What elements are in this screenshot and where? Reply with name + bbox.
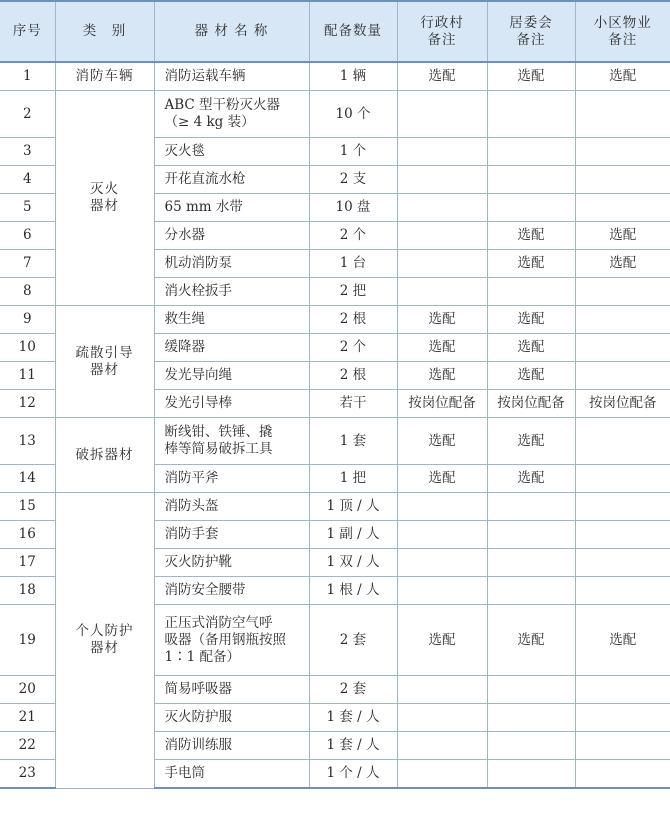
village-note xyxy=(397,549,487,577)
quantity: 1 个 / 人 xyxy=(309,760,397,789)
quantity: 1 根 / 人 xyxy=(309,577,397,605)
equipment-name: 救生绳 xyxy=(154,306,309,334)
row-number: 12 xyxy=(0,390,55,418)
header-category: 类 别 xyxy=(55,1,154,62)
row-number: 20 xyxy=(0,676,55,704)
row-number: 17 xyxy=(0,549,55,577)
quantity: 1 辆 xyxy=(309,62,397,91)
committee-note: 选配 xyxy=(487,62,575,91)
quantity: 1 副 / 人 xyxy=(309,521,397,549)
village-note: 选配 xyxy=(397,362,487,390)
property-note: 选配 xyxy=(575,250,670,278)
equipment-name: 机动消防泵 xyxy=(154,250,309,278)
row-number: 7 xyxy=(0,250,55,278)
village-note xyxy=(397,577,487,605)
quantity: 2 根 xyxy=(309,362,397,390)
row-number: 9 xyxy=(0,306,55,334)
quantity: 2 套 xyxy=(309,605,397,676)
committee-note xyxy=(487,91,575,138)
quantity: 1 套 xyxy=(309,418,397,465)
quantity: 2 套 xyxy=(309,676,397,704)
village-note xyxy=(397,493,487,521)
header-village-note: 行政村 备注 xyxy=(397,1,487,62)
village-note: 按岗位配备 xyxy=(397,390,487,418)
quantity: 10 盘 xyxy=(309,194,397,222)
property-note xyxy=(575,760,670,789)
village-note xyxy=(397,138,487,166)
property-note xyxy=(575,418,670,465)
equipment-name: 发光导向绳 xyxy=(154,362,309,390)
equipment-name: 灭火防护服 xyxy=(154,704,309,732)
row-number: 13 xyxy=(0,418,55,465)
quantity: 1 把 xyxy=(309,465,397,493)
property-note: 按岗位配备 xyxy=(575,390,670,418)
quantity: 1 个 xyxy=(309,138,397,166)
quantity: 2 个 xyxy=(309,222,397,250)
row-number: 11 xyxy=(0,362,55,390)
quantity: 2 把 xyxy=(309,278,397,306)
quantity: 1 套 / 人 xyxy=(309,732,397,760)
row-number: 10 xyxy=(0,334,55,362)
equipment-name: 消防训练服 xyxy=(154,732,309,760)
village-note: 选配 xyxy=(397,418,487,465)
village-note: 选配 xyxy=(397,306,487,334)
table-row xyxy=(0,493,670,521)
header-committee-note: 居委会 备注 xyxy=(487,1,575,62)
table-row xyxy=(0,91,670,138)
property-note xyxy=(575,676,670,704)
village-note xyxy=(397,676,487,704)
quantity: 1 顶 / 人 xyxy=(309,493,397,521)
property-note xyxy=(575,732,670,760)
property-note xyxy=(575,306,670,334)
row-number: 1 xyxy=(0,62,55,91)
committee-note xyxy=(487,732,575,760)
property-note xyxy=(575,549,670,577)
category-extinguish: 灭火 器材 xyxy=(55,91,154,306)
property-note xyxy=(575,465,670,493)
row-number: 8 xyxy=(0,278,55,306)
category-evacuation: 疏散引导 器材 xyxy=(55,306,154,418)
equipment-name: 正压式消防空气呼 吸器（备用钢瓶按照 1∶1 配备） xyxy=(154,605,309,676)
category-personal: 个人防护 器材 xyxy=(55,493,154,789)
village-note xyxy=(397,521,487,549)
equipment-name: 灭火防护靴 xyxy=(154,549,309,577)
row-number: 16 xyxy=(0,521,55,549)
table-row xyxy=(0,62,670,91)
equipment-name: 手电筒 xyxy=(154,760,309,789)
quantity: 2 支 xyxy=(309,166,397,194)
equipment-name: 65 mm 水带 xyxy=(154,194,309,222)
equipment-name: 消火栓扳手 xyxy=(154,278,309,306)
equipment-name: 简易呼吸器 xyxy=(154,676,309,704)
committee-note xyxy=(487,549,575,577)
row-number: 6 xyxy=(0,222,55,250)
committee-note xyxy=(487,493,575,521)
row-number: 3 xyxy=(0,138,55,166)
village-note: 选配 xyxy=(397,465,487,493)
table-row xyxy=(0,306,670,334)
property-note xyxy=(575,521,670,549)
village-note: 选配 xyxy=(397,334,487,362)
committee-note xyxy=(487,704,575,732)
header-property-note: 小区物业 备注 xyxy=(575,1,670,62)
equipment-name: ABC 型干粉灭火器 （≥ 4 kg 装） xyxy=(154,91,309,138)
row-number: 5 xyxy=(0,194,55,222)
header-quantity: 配备数量 xyxy=(309,1,397,62)
property-note: 选配 xyxy=(575,222,670,250)
equipment-name: 断线钳、铁锤、撬 棒等简易破拆工具 xyxy=(154,418,309,465)
committee-note xyxy=(487,577,575,605)
equipment-name: 灭火毯 xyxy=(154,138,309,166)
table-row xyxy=(0,418,670,465)
village-note xyxy=(397,166,487,194)
committee-note: 按岗位配备 xyxy=(487,390,575,418)
row-number: 4 xyxy=(0,166,55,194)
property-note: 选配 xyxy=(575,605,670,676)
equipment-name: 消防平斧 xyxy=(154,465,309,493)
row-number: 23 xyxy=(0,760,55,789)
row-number: 21 xyxy=(0,704,55,732)
committee-note: 选配 xyxy=(487,605,575,676)
equipment-name: 消防手套 xyxy=(154,521,309,549)
committee-note: 选配 xyxy=(487,465,575,493)
property-note xyxy=(575,278,670,306)
equipment-name: 缓降器 xyxy=(154,334,309,362)
row-number: 19 xyxy=(0,605,55,676)
committee-note: 选配 xyxy=(487,306,575,334)
village-note xyxy=(397,704,487,732)
quantity: 10 个 xyxy=(309,91,397,138)
equipment-name: 发光引导棒 xyxy=(154,390,309,418)
committee-note xyxy=(487,676,575,704)
property-note xyxy=(575,704,670,732)
committee-note xyxy=(487,166,575,194)
equipment-name: 消防运载车辆 xyxy=(154,62,309,91)
village-note xyxy=(397,194,487,222)
committee-note xyxy=(487,194,575,222)
row-number: 2 xyxy=(0,91,55,138)
committee-note xyxy=(487,278,575,306)
village-note xyxy=(397,91,487,138)
village-note xyxy=(397,250,487,278)
property-note xyxy=(575,91,670,138)
committee-note xyxy=(487,138,575,166)
row-number: 18 xyxy=(0,577,55,605)
equipment-name: 消防安全腰带 xyxy=(154,577,309,605)
row-number: 15 xyxy=(0,493,55,521)
equipment-name: 消防头盔 xyxy=(154,493,309,521)
committee-note: 选配 xyxy=(487,250,575,278)
quantity: 2 根 xyxy=(309,306,397,334)
property-note xyxy=(575,334,670,362)
category-demolition: 破拆器材 xyxy=(55,418,154,493)
village-note xyxy=(397,222,487,250)
village-note: 选配 xyxy=(397,62,487,91)
quantity: 1 套 / 人 xyxy=(309,704,397,732)
committee-note: 选配 xyxy=(487,362,575,390)
committee-note xyxy=(487,521,575,549)
property-note xyxy=(575,138,670,166)
quantity: 1 双 / 人 xyxy=(309,549,397,577)
village-note xyxy=(397,760,487,789)
property-note xyxy=(575,577,670,605)
committee-note: 选配 xyxy=(487,222,575,250)
header-equipment: 器 材 名 称 xyxy=(154,1,309,62)
quantity: 若干 xyxy=(309,390,397,418)
equipment-name: 分水器 xyxy=(154,222,309,250)
property-note xyxy=(575,194,670,222)
quantity: 2 个 xyxy=(309,334,397,362)
property-note xyxy=(575,166,670,194)
village-note: 选配 xyxy=(397,605,487,676)
row-number: 14 xyxy=(0,465,55,493)
row-number: 22 xyxy=(0,732,55,760)
committee-note: 选配 xyxy=(487,334,575,362)
committee-note: 选配 xyxy=(487,418,575,465)
category-fire-truck: 消防车辆 xyxy=(55,62,154,91)
table-header-row xyxy=(0,1,670,62)
village-note xyxy=(397,732,487,760)
header-seq: 序号 xyxy=(0,1,55,62)
quantity: 1 台 xyxy=(309,250,397,278)
committee-note xyxy=(487,760,575,789)
village-note xyxy=(397,278,487,306)
property-note: 选配 xyxy=(575,62,670,91)
property-note xyxy=(575,362,670,390)
equipment-name: 开花直流水枪 xyxy=(154,166,309,194)
property-note xyxy=(575,493,670,521)
